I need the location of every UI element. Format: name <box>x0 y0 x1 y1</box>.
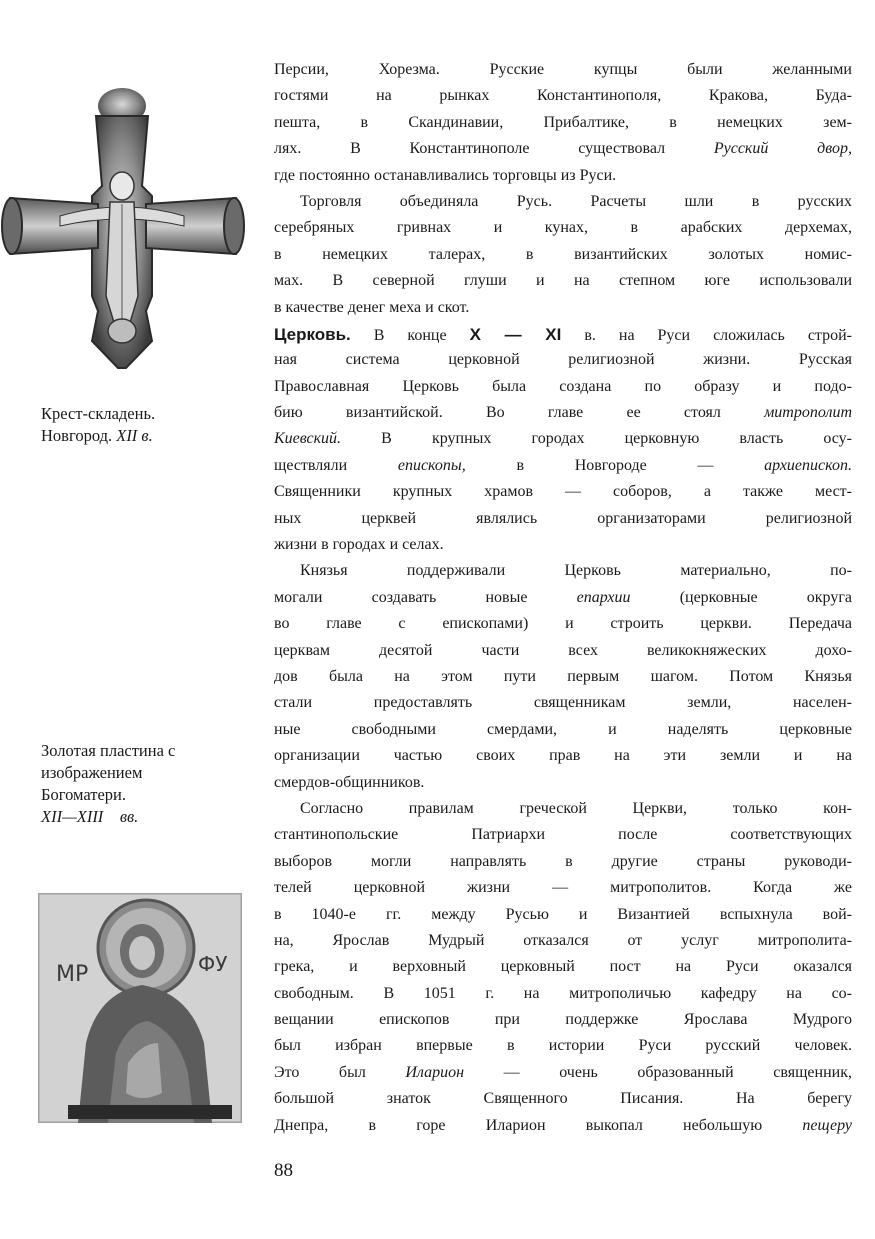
text-line: выборов могли направлять в другие страны руководи- <box>274 852 852 870</box>
text-line: в 1040-е гг. между Русью и Византией вспыхнула вой- <box>274 905 852 923</box>
text-line: организации частью своих прав на эти земли и на <box>274 747 852 765</box>
text-line: Персии, Хорезма. Русские купцы были желанными <box>274 61 852 78</box>
text-span: бию византийской. Во главе ее стоял <box>274 404 765 422</box>
cross-caption-place: Новгород. <box>41 426 113 445</box>
text-line: смердов-общинников. <box>274 773 425 791</box>
plate-caption-centuries: XII—XIII <box>41 807 104 826</box>
text-line: телей церковной жизни — митрополитов. Когда же <box>274 879 852 897</box>
text-line: серебряных гривнах и кунах, в арабских дерхемах, <box>274 219 852 237</box>
term-ilarion: Иларион <box>405 1063 465 1081</box>
text-line <box>274 1117 852 1143</box>
text-line: был избран впервые в истории Руси русский человек. <box>274 1037 852 1055</box>
text-line <box>274 140 852 166</box>
text-span: В крупных городах церковную власть осу- <box>341 430 852 448</box>
text-line: свободным. В 1051 г. на митрополичью кафедру на со- <box>274 984 852 1002</box>
text-line: гостями на рынках Константинополя, Кракова, Буда- <box>274 87 852 105</box>
plate-inscription-right: ФУ <box>198 952 228 976</box>
plate-caption-abbr: вв. <box>119 807 139 826</box>
text-line <box>274 457 852 483</box>
term-russian-dvor: Русский двор, <box>713 140 852 158</box>
text-line: в качестве денег меха и скот. <box>274 298 470 316</box>
plate-inscription-left: МР <box>56 962 89 987</box>
text-line: Торговля объединяла Русь. Расчеты шли в русских <box>300 192 852 210</box>
plate-caption-line-4 <box>41 806 251 828</box>
term-archbishop: архиепископ. <box>764 456 852 474</box>
term-metropolitan: митрополит <box>764 404 852 422</box>
text-line <box>274 1064 852 1090</box>
text-span: В конце <box>350 326 470 344</box>
text-line: Князья поддерживали Церковь материально, по- <box>300 562 852 580</box>
text-span: ществляли <box>274 456 398 474</box>
text-line: стантинопольские Патриархи после соответствующих <box>274 826 852 844</box>
cross-caption-date: XII в. <box>116 426 153 445</box>
text-line <box>274 589 852 615</box>
cross-caption-line-2 <box>41 425 241 447</box>
text-line: ная система церковной религиозной жизни. Русская <box>274 351 852 369</box>
text-line: ные свободными смердами, и наделять церковные <box>274 720 852 738</box>
cross-caption-line-1: Крест-складень. <box>41 404 156 423</box>
text-line: пешта, в Скандинавии, Прибалтике, в немецких зем- <box>274 113 852 131</box>
text-span: в. на Руси сложилась строй- <box>561 326 853 344</box>
cross-caption <box>41 403 241 447</box>
text-line: ных церквей являлись организаторами религиозной <box>274 509 852 527</box>
text-span: — очень образованный священник, <box>464 1063 852 1081</box>
term-bishops: епископы, <box>397 456 466 474</box>
centuries-bold: X — XI <box>469 324 562 344</box>
text-line: большой знаток Священного Писания. На берегу <box>274 1090 852 1108</box>
text-line <box>274 404 852 430</box>
text-span: (церковные округа <box>630 588 853 606</box>
text-line: Священники крупных храмов — соборов, а также мест- <box>274 483 852 501</box>
plate-caption <box>41 740 251 828</box>
term-eparchies: епархии <box>576 588 631 606</box>
text-line: дов была на этом пути первым шагом. Потом Князья <box>274 667 852 685</box>
text-line: где постоянно останавливались торговцы из Руси. <box>274 166 617 184</box>
text-line: мах. В северной глуши и на степном юге использовали <box>274 272 852 290</box>
text-line: во главе с епископами) и строить церкви. Передача <box>274 615 852 633</box>
text-line <box>274 430 852 456</box>
text-span: лях. В Константинополе существовал <box>274 140 714 158</box>
section-heading-church: Церковь. <box>274 324 351 344</box>
page-number: 88 <box>274 1160 293 1181</box>
text-span: Это был <box>274 1063 406 1081</box>
text-line: вещании епископов при поддержке Ярослава Мудрого <box>274 1011 852 1029</box>
cross-skladen-image <box>0 86 246 372</box>
text-line: Православная Церковь была создана по образу и подо- <box>274 377 852 395</box>
plate-caption-line-3: Богоматери. <box>41 785 126 804</box>
term-kievsky: Киевский. <box>274 430 342 448</box>
text-line: церквам десятой части всех великокняжеских дохо- <box>274 641 852 659</box>
text-span: в Новгороде — <box>465 456 765 474</box>
plate-caption-line-1: Золотая пластина с <box>41 741 176 760</box>
gold-plate-image <box>38 893 242 1123</box>
text-span: Днепра, в горе Иларион выкопал небольшую <box>274 1116 803 1134</box>
text-line: в немецких талерах, в византийских золотых номис- <box>274 245 852 263</box>
text-line: жизни в городах и селах. <box>274 536 444 554</box>
text-line: грека, и верховный церковный пост на Руси оказался <box>274 958 852 976</box>
plate-caption-line-2: изображением <box>41 763 143 782</box>
main-text-column <box>274 61 852 1143</box>
section-heading-line <box>274 325 852 351</box>
text-line: Согласно правилам греческой Церкви, только кон- <box>300 799 852 817</box>
text-line: стали предоставлять священникам земли, населен- <box>274 694 852 712</box>
term-cave: пещеру <box>802 1116 852 1134</box>
text-line: на, Ярослав Мудрый отказался от услуг митрополита- <box>274 931 852 949</box>
text-span: могали создавать новые <box>274 588 577 606</box>
